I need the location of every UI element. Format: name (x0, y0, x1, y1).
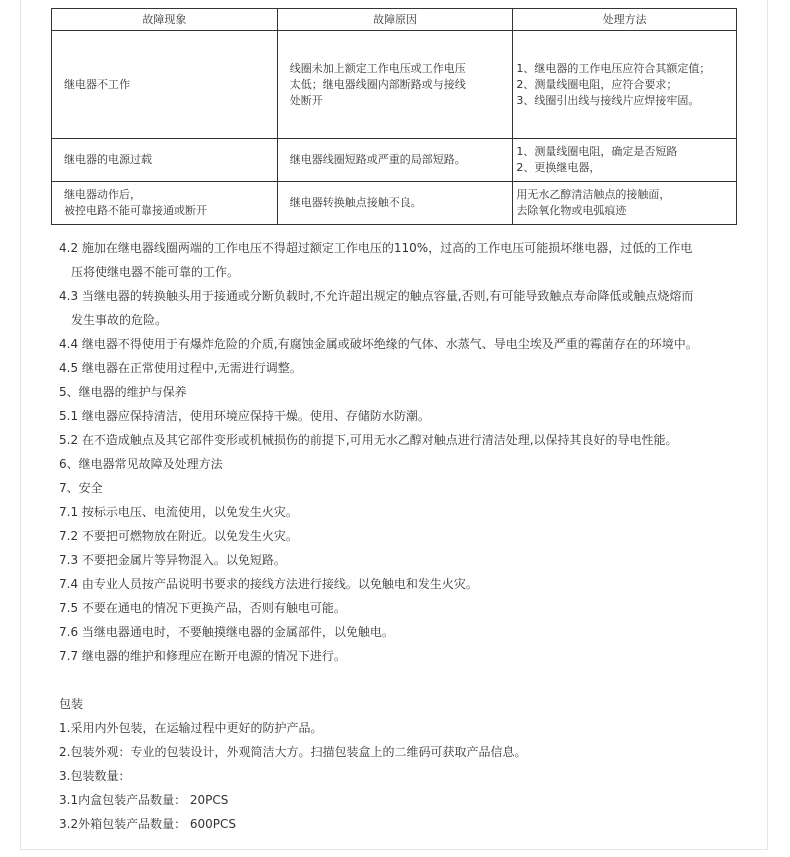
spacer (59, 668, 739, 692)
cause-cell: 继电器转换触点接触不良。 (277, 182, 513, 225)
table-row (52, 31, 737, 139)
paragraph-4-2-cont: 压将使继电器不能可靠的工作。 (71, 265, 240, 279)
paragraph-5-2: 5.2 在不造成触点及其它部件变形或机械损伤的前提下,可用无水乙醇对触点进行清洁处理,以保持其良好的导电性能。 (59, 433, 678, 447)
packaging-heading: 包装 (59, 697, 84, 711)
packaging-2: 2.包装外观：专业的包装设计，外观简洁大方。扫描包装盒上的二维码可获取产品信息。 (59, 745, 527, 759)
section-6-heading: 6、继电器常见故障及处理方法 (59, 457, 223, 471)
paragraph-7-3: 7.3 不要把金属片等异物混入。以免短路。 (59, 553, 286, 567)
paragraph-4-3: 4.3 当继电器的转换触头用于接通或分断负载时,不允许超出规定的触点容量,否则,有可能导致触点寿命降低或触点烧熔而 (59, 289, 694, 303)
cause-cell: 线圈未加上额定工作电压或工作电压 太低；继电器线圈内部断路或与接线 处断开 (277, 31, 513, 139)
solution-cell: 1、测量线圈电阻，确定是否短路 2、更换继电器， (513, 139, 737, 182)
paragraph-4-2: 4.2 施加在继电器线圈两端的工作电压不得超过额定工作电压的110%，过高的工作电压可能损坏继电器，过低的工作电 (59, 241, 693, 255)
header-cause: 故障原因 (277, 9, 513, 31)
solution-cell: 用无水乙醇清洁触点的接触面， 去除氧化物或电弧痕迹 (513, 182, 737, 225)
paragraph-5-1: 5.1 继电器应保持清洁，使用环境应保持干燥。使用、存储防水防潮。 (59, 409, 430, 423)
cause-cell: 继电器线圈短路或严重的局部短路。 (277, 139, 513, 182)
header-symptom: 故障现象 (52, 9, 278, 31)
fault-table (51, 8, 737, 225)
paragraph-4-3-cont: 发生事故的危险。 (71, 313, 168, 327)
instructions-text (59, 236, 739, 836)
paragraph-7-5: 7.5 不要在通电的情况下更换产品，否则有触电可能。 (59, 601, 346, 615)
table-header-row (52, 9, 737, 31)
section-5-heading: 5、继电器的维护与保养 (59, 385, 187, 399)
packaging-3-1: 3.1内盒包装产品数量： 20PCS (59, 793, 229, 807)
header-solution: 处理方法 (513, 9, 737, 31)
table-row (52, 182, 737, 225)
packaging-3: 3.包装数量： (59, 769, 131, 783)
solution-cell: 1、继电器的工作电压应符合其额定值； 2、测量线圈电阻，应符合要求； 3、线圈引出线与接线片应焊接牢固。 (513, 31, 737, 139)
packaging-1: 1.采用内外包装，在运输过程中更好的防护产品。 (59, 721, 323, 735)
symptom-cell: 继电器的电源过载 (52, 139, 278, 182)
paragraph-7-1: 7.1 按标示电压、电流使用，以免发生火灾。 (59, 505, 298, 519)
paragraph-4-5: 4.5 继电器在正常使用过程中,无需进行调整。 (59, 361, 302, 375)
paragraph-7-7: 7.7 继电器的维护和修理应在断开电源的情况下进行。 (59, 649, 346, 663)
symptom-cell: 继电器不工作 (52, 31, 278, 139)
paragraph-7-4: 7.4 由专业人员按产品说明书要求的接线方法进行接线。以免触电和发生火灾。 (59, 577, 478, 591)
paragraph-7-6: 7.6 当继电器通电时，不要触摸继电器的金属部件，以免触电。 (59, 625, 394, 639)
packaging-3-2: 3.2外箱包装产品数量： 600PCS (59, 817, 237, 831)
paragraph-4-4: 4.4 继电器不得使用于有爆炸危险的介质,有腐蚀金属或破坏绝缘的气体、水蒸气、导电尘埃及严重的霉菌存在的环境中。 (59, 337, 698, 351)
section-7-heading: 7、安全 (59, 481, 103, 495)
paragraph-7-2: 7.2 不要把可燃物放在附近。以免发生火灾。 (59, 529, 298, 543)
symptom-cell: 继电器动作后， 被控电路不能可靠接通或断开 (52, 182, 278, 225)
table-row (52, 139, 737, 182)
